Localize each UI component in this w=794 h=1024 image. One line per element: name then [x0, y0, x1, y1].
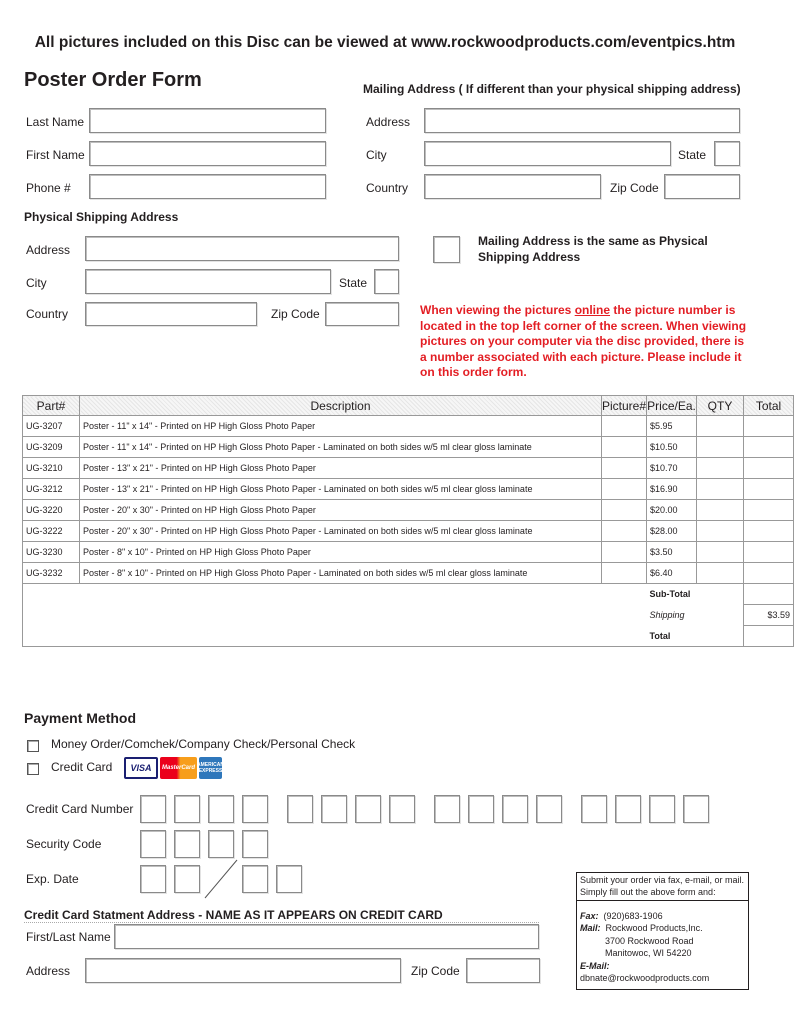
mailing-state-label: State: [678, 148, 707, 162]
part-cell: UG-3207: [23, 416, 80, 437]
qty-field[interactable]: [697, 416, 744, 437]
part-cell: UG-3222: [23, 521, 80, 542]
mail-line1: Rockwood Products,Inc.: [605, 923, 703, 934]
shipping-row: [23, 605, 794, 626]
exp-digit-box[interactable]: [276, 865, 302, 893]
grand-total-field[interactable]: [744, 626, 794, 647]
cc-digit-box[interactable]: [242, 795, 268, 823]
line-total-field[interactable]: [744, 416, 794, 437]
line-total-field[interactable]: [744, 542, 794, 563]
table-row: [23, 542, 794, 563]
table-row: [23, 521, 794, 542]
picture-number-field[interactable]: [602, 458, 647, 479]
description-cell: Poster - 13" x 21" - Printed on HP High Gloss Photo Paper: [80, 458, 602, 479]
physical-state-field[interactable]: [374, 269, 399, 294]
security-digit-box[interactable]: [208, 830, 234, 858]
online-link[interactable]: online: [574, 303, 611, 317]
statement-name-label: First/Last Name: [26, 930, 111, 944]
col-description: Description: [80, 396, 602, 416]
cc-digit-box[interactable]: [536, 795, 562, 823]
mailing-heading: Mailing Address ( If different than your physical shipping address): [363, 82, 741, 96]
table-row: [23, 458, 794, 479]
first-name-label: First Name: [26, 148, 85, 162]
credit-card-checkbox[interactable]: [27, 763, 39, 775]
credit-card-label: Credit Card: [51, 760, 113, 774]
col-part: Part#: [23, 396, 80, 416]
price-cell: $5.95: [647, 416, 697, 437]
col-price: Price/Ea.: [647, 396, 697, 416]
statement-name-field[interactable]: [114, 924, 539, 949]
security-digit-box[interactable]: [140, 830, 166, 858]
table-row: [23, 479, 794, 500]
check-payment-checkbox[interactable]: [27, 740, 39, 752]
exp-date-label: Exp. Date: [26, 872, 79, 886]
physical-zip-label: Zip Code: [271, 307, 320, 321]
description-cell: Poster - 8" x 10" - Printed on HP High Gloss Photo Paper - Laminated on both sides w/5 ml clear gloss laminate: [80, 563, 602, 584]
security-code-label: Security Code: [26, 837, 102, 851]
qty-field[interactable]: [697, 458, 744, 479]
cc-digit-box[interactable]: [140, 795, 166, 823]
picture-number-field[interactable]: [602, 521, 647, 542]
physical-address-field[interactable]: [85, 236, 399, 261]
physical-country-field[interactable]: [85, 302, 257, 326]
mailing-address-label: Address: [366, 115, 411, 129]
mailing-zip-label: Zip Code: [610, 181, 659, 195]
total-label: Total: [647, 626, 744, 647]
note-before: When viewing the pictures: [420, 303, 575, 317]
mailing-address-field[interactable]: [424, 108, 740, 133]
statement-address-field[interactable]: [85, 958, 401, 983]
exp-date-slash: [203, 858, 239, 900]
picture-number-field[interactable]: [602, 416, 647, 437]
part-cell: UG-3220: [23, 500, 80, 521]
table-row: [23, 416, 794, 437]
cc-digit-box[interactable]: [649, 795, 675, 823]
physical-address-label: Address: [26, 243, 71, 257]
picture-number-note: [420, 303, 750, 381]
cc-digit-box[interactable]: [321, 795, 347, 823]
mailing-zip-field[interactable]: [664, 174, 740, 199]
description-cell: Poster - 11" x 14" - Printed on HP High Gloss Photo Paper - Laminated on both sides w/5 ml clear gloss laminate: [80, 437, 602, 458]
physical-country-label: Country: [26, 307, 69, 321]
price-cell: $3.50: [647, 542, 697, 563]
amex-logo-text: AMERICAN EXPRESS: [197, 762, 224, 774]
table-row: [23, 437, 794, 458]
same-as-physical-label: Mailing Address is the same as Physical Shipping Address: [478, 234, 708, 264]
security-digit-box[interactable]: [242, 830, 268, 858]
physical-heading: Physical Shipping Address: [24, 210, 179, 224]
cc-digit-box[interactable]: [502, 795, 528, 823]
col-picture: Picture#: [602, 396, 647, 416]
mail-line2: 3700 Rockwood Road: [605, 935, 694, 946]
part-cell: UG-3212: [23, 479, 80, 500]
cc-digit-box[interactable]: [581, 795, 607, 823]
first-name-field[interactable]: [89, 141, 326, 166]
phone-label: Phone #: [26, 181, 71, 195]
mailing-city-label: City: [366, 148, 387, 162]
part-cell: UG-3210: [23, 458, 80, 479]
physical-zip-field[interactable]: [325, 302, 399, 326]
picture-number-field[interactable]: [602, 563, 647, 584]
qty-field[interactable]: [697, 521, 744, 542]
total-row: [23, 626, 794, 647]
mastercard-logo-text: MasterCard: [161, 765, 195, 771]
statement-heading: Credit Card Statment Address - NAME AS IT APPEARS ON CREDIT CARD: [24, 908, 443, 922]
price-cell: $10.70: [647, 458, 697, 479]
price-cell: $10.50: [647, 437, 697, 458]
exp-digit-box[interactable]: [174, 865, 200, 893]
price-cell: $6.40: [647, 563, 697, 584]
cc-digit-box[interactable]: [174, 795, 200, 823]
subtotal-row: [23, 584, 794, 605]
exp-digit-box[interactable]: [242, 865, 268, 893]
picture-number-field[interactable]: [602, 500, 647, 521]
phone-field[interactable]: [89, 174, 326, 199]
table-row: [23, 563, 794, 584]
cc-digit-box[interactable]: [615, 795, 641, 823]
subtotal-field[interactable]: [744, 584, 794, 605]
price-cell: $16.90: [647, 479, 697, 500]
note-after: the picture number is located in the top left corner of the screen. When viewing pictures on your computer via the disc provided, there is a number associated with each picture. Please include it on this order form.: [420, 303, 747, 379]
picture-number-field[interactable]: [602, 542, 647, 563]
mail-line3: Manitowoc, WI 54220: [605, 948, 692, 959]
subtotal-label: Sub-Total: [649, 589, 691, 600]
check-payment-label: Money Order/Comchek/Company Check/Personal Check: [51, 737, 356, 751]
shipping-label: Shipping: [649, 610, 685, 620]
line-total-field[interactable]: [744, 521, 794, 542]
fax-line: [580, 910, 745, 922]
cc-digit-box[interactable]: [355, 795, 381, 823]
fax-value: (920)683-1906: [603, 911, 663, 921]
mail-line: [580, 922, 745, 934]
line-total-field[interactable]: [744, 458, 794, 479]
statement-zip-field[interactable]: [466, 958, 540, 983]
description-cell: Poster - 11" x 14" - Printed on HP High Gloss Photo Paper: [80, 416, 602, 437]
qty-field[interactable]: [697, 500, 744, 521]
submit-intro: Submit your order via fax, e-mail, or mail. Simply fill out the above form and:: [577, 873, 748, 901]
exp-digit-box[interactable]: [140, 865, 166, 893]
qty-field[interactable]: [697, 563, 744, 584]
visa-logo-text: VISA: [130, 763, 152, 773]
submit-contact: [577, 901, 748, 984]
line-total-field[interactable]: [744, 479, 794, 500]
statement-address-label: Address: [26, 964, 71, 978]
email-label: E-Mail:: [580, 960, 610, 971]
mailing-country-label: Country: [366, 181, 409, 195]
disc-notice: All pictures included on this Disc can be viewed at www.rockwoodproducts.com/eventpics.htm: [34, 34, 736, 51]
qty-field[interactable]: [697, 479, 744, 500]
email-value[interactable]: dbnate@rockwoodproducts.com: [580, 973, 710, 984]
cc-digit-box[interactable]: [468, 795, 494, 823]
mailing-country-field[interactable]: [424, 174, 601, 199]
description-cell: Poster - 20" x 30" - Printed on HP High Gloss Photo Paper - Laminated on both sides w/5 ml clear gloss laminate: [80, 521, 602, 542]
cc-digit-box[interactable]: [434, 795, 460, 823]
mailing-state-field[interactable]: [714, 141, 740, 166]
fax-label: Fax:: [580, 911, 599, 921]
line-total-field[interactable]: [744, 500, 794, 521]
line-total-field[interactable]: [744, 437, 794, 458]
table-row: [23, 500, 794, 521]
form-title: Poster Order Form: [24, 69, 202, 91]
col-qty: QTY: [697, 396, 744, 416]
cc-digit-box[interactable]: [287, 795, 313, 823]
mastercard-logo: [160, 757, 197, 779]
amex-logo: [199, 757, 222, 779]
qty-field[interactable]: [697, 437, 744, 458]
part-cell: UG-3209: [23, 437, 80, 458]
picture-number-field[interactable]: [602, 479, 647, 500]
last-name-field[interactable]: [89, 108, 326, 133]
description-cell: Poster - 20" x 30" - Printed on HP High Gloss Photo Paper: [80, 500, 602, 521]
part-cell: UG-3230: [23, 542, 80, 563]
order-table: [22, 395, 794, 647]
submit-info-box: [576, 872, 749, 990]
statement-heading-rule: [24, 922, 539, 923]
shipping-value: $3.59: [744, 605, 794, 626]
description-cell: Poster - 13" x 21" - Printed on HP High Gloss Photo Paper - Laminated on both sides w/5 ml clear gloss laminate: [80, 479, 602, 500]
security-digit-box[interactable]: [174, 830, 200, 858]
mail-label: Mail:: [580, 923, 601, 934]
col-total: Total: [744, 396, 794, 416]
table-header-row: [23, 396, 794, 416]
cc-digit-box[interactable]: [389, 795, 415, 823]
physical-city-field[interactable]: [85, 269, 331, 294]
price-cell: $28.00: [647, 521, 697, 542]
visa-logo: [124, 757, 158, 779]
part-cell: UG-3232: [23, 563, 80, 584]
statement-zip-label: Zip Code: [411, 964, 460, 978]
cc-digit-box[interactable]: [683, 795, 709, 823]
description-cell: Poster - 8" x 10" - Printed on HP High Gloss Photo Paper: [80, 542, 602, 563]
physical-state-label: State: [339, 276, 368, 290]
physical-city-label: City: [26, 276, 47, 290]
same-as-physical-checkbox[interactable]: [433, 236, 460, 263]
line-total-field[interactable]: [744, 563, 794, 584]
picture-number-field[interactable]: [602, 437, 647, 458]
mailing-city-field[interactable]: [424, 141, 671, 166]
cc-number-label: Credit Card Number: [26, 802, 134, 816]
cc-digit-box[interactable]: [208, 795, 234, 823]
price-cell: $20.00: [647, 500, 697, 521]
last-name-label: Last Name: [26, 115, 85, 129]
qty-field[interactable]: [697, 542, 744, 563]
payment-heading: Payment Method: [24, 710, 137, 726]
